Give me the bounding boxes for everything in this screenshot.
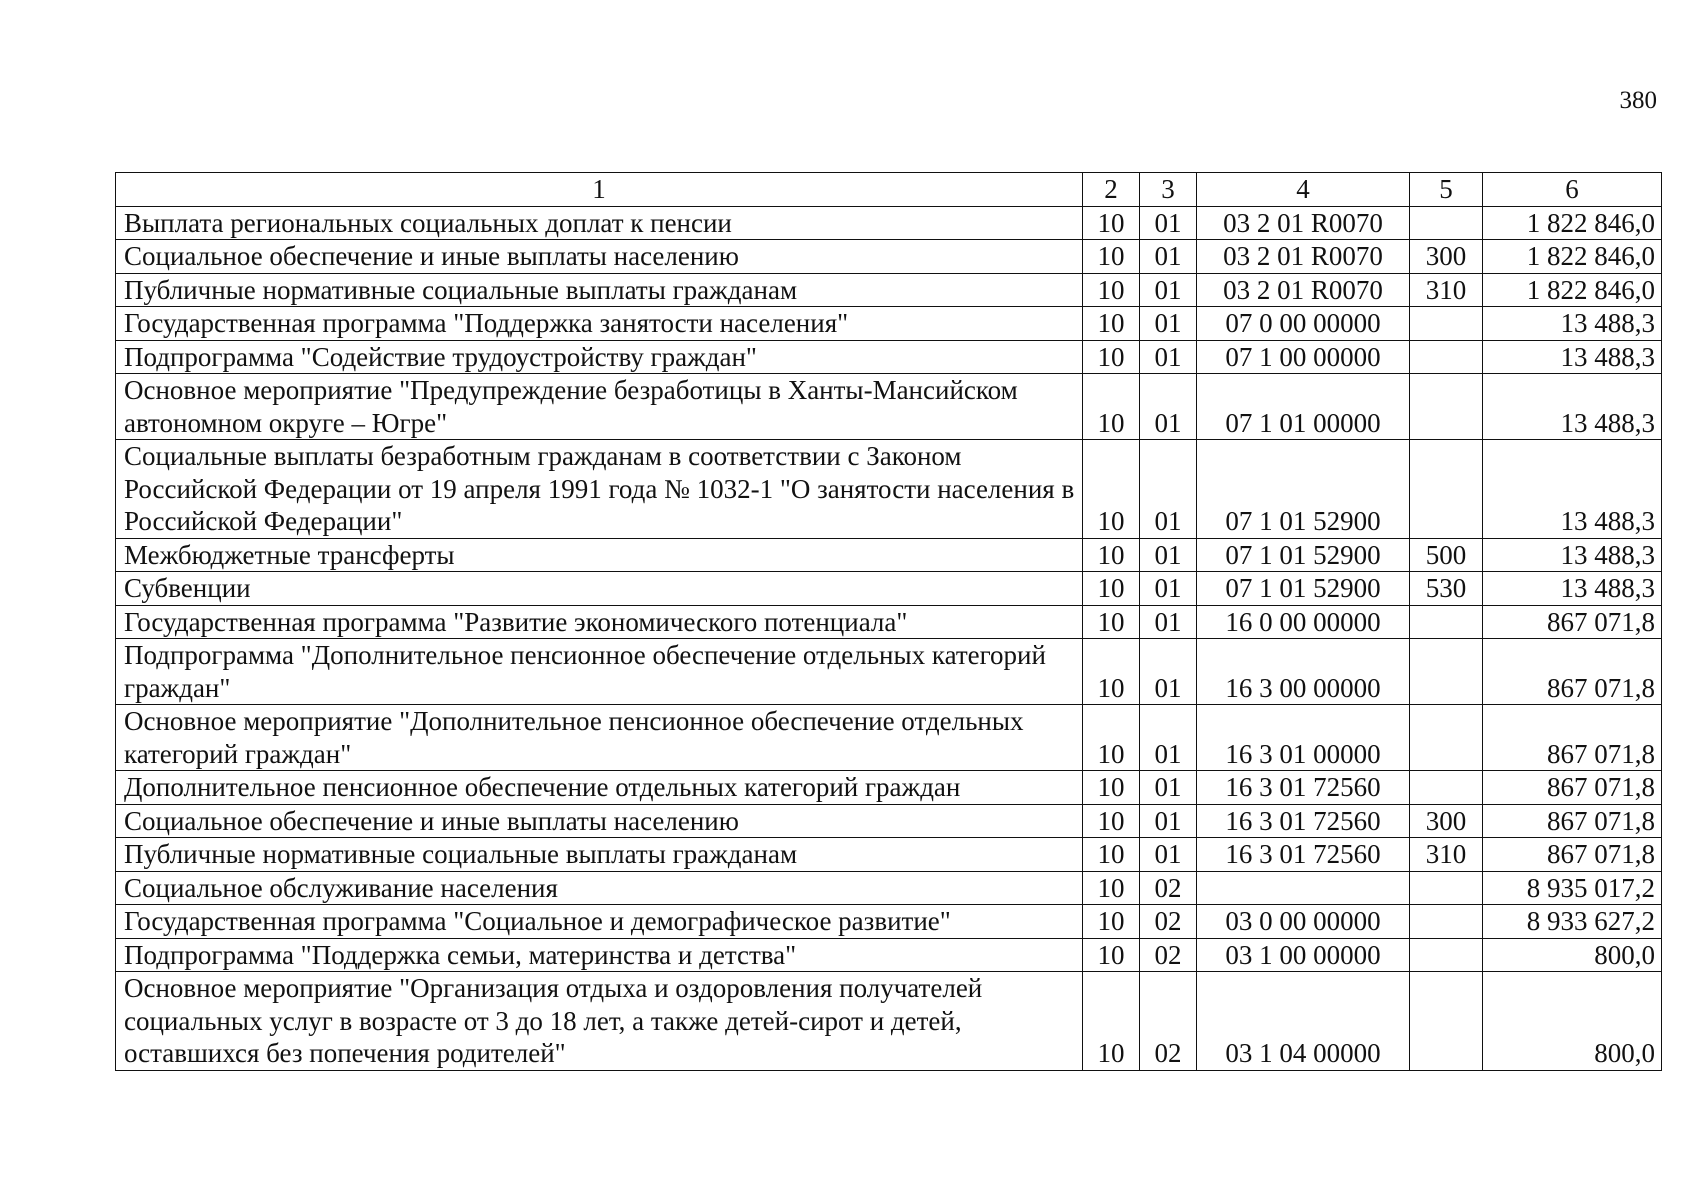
row-subsection-code: 01	[1140, 771, 1197, 805]
table-row	[116, 240, 1662, 274]
row-amount: 8 933 627,2	[1483, 905, 1662, 939]
row-target-article: 07 1 01 00000	[1197, 374, 1410, 440]
row-expense-type	[1410, 374, 1483, 440]
row-amount: 8 935 017,2	[1483, 871, 1662, 905]
row-subsection-code: 02	[1140, 972, 1197, 1071]
row-amount: 867 071,8	[1483, 804, 1662, 838]
row-name: Основное мероприятие "Предупреждение безработицы в Ханты-Мансийском автономном округе – Югре"	[116, 374, 1083, 440]
row-target-article: 03 2 01 R0070	[1197, 240, 1410, 274]
row-subsection-code: 01	[1140, 374, 1197, 440]
row-name: Социальное обеспечение и иные выплаты населению	[116, 804, 1083, 838]
row-name: Подпрограмма "Поддержка семьи, материнства и детства"	[116, 938, 1083, 972]
row-subsection-code: 01	[1140, 340, 1197, 374]
row-section-code: 10	[1083, 440, 1140, 539]
row-section-code: 10	[1083, 838, 1140, 872]
row-subsection-code: 01	[1140, 705, 1197, 771]
row-subsection-code: 01	[1140, 605, 1197, 639]
row-section-code: 10	[1083, 871, 1140, 905]
page-number: 380	[1619, 87, 1657, 114]
row-subsection-code: 01	[1140, 440, 1197, 539]
row-target-article: 03 0 00 00000	[1197, 905, 1410, 939]
row-section-code: 10	[1083, 972, 1140, 1071]
row-target-article: 16 3 01 72560	[1197, 838, 1410, 872]
row-section-code: 10	[1083, 273, 1140, 307]
row-section-code: 10	[1083, 804, 1140, 838]
row-amount: 867 071,8	[1483, 639, 1662, 705]
row-subsection-code: 01	[1140, 273, 1197, 307]
row-section-code: 10	[1083, 938, 1140, 972]
row-name: Социальное обслуживание населения	[116, 871, 1083, 905]
row-amount: 867 071,8	[1483, 771, 1662, 805]
row-target-article: 16 3 00 00000	[1197, 639, 1410, 705]
row-section-code: 10	[1083, 705, 1140, 771]
row-expense-type	[1410, 871, 1483, 905]
header-col-3: 3	[1140, 173, 1197, 207]
header-col-1: 1	[116, 173, 1083, 207]
row-name: Подпрограмма "Содействие трудоустройству граждан"	[116, 340, 1083, 374]
row-expense-type	[1410, 440, 1483, 539]
header-col-4: 4	[1197, 173, 1410, 207]
row-expense-type	[1410, 340, 1483, 374]
row-subsection-code: 02	[1140, 905, 1197, 939]
row-amount: 867 071,8	[1483, 838, 1662, 872]
row-target-article: 07 1 01 52900	[1197, 440, 1410, 539]
table-body	[116, 206, 1662, 1070]
row-section-code: 10	[1083, 605, 1140, 639]
row-section-code: 10	[1083, 374, 1140, 440]
row-name: Социальное обеспечение и иные выплаты населению	[116, 240, 1083, 274]
row-expense-type	[1410, 639, 1483, 705]
row-subsection-code: 01	[1140, 838, 1197, 872]
table-row	[116, 307, 1662, 341]
row-amount: 1 822 846,0	[1483, 206, 1662, 240]
table-row	[116, 705, 1662, 771]
row-target-article: 16 3 01 72560	[1197, 804, 1410, 838]
row-name: Государственная программа "Социальное и демографическое развитие"	[116, 905, 1083, 939]
row-expense-type: 300	[1410, 804, 1483, 838]
row-subsection-code: 01	[1140, 206, 1197, 240]
budget-table	[115, 172, 1662, 1071]
row-name: Публичные нормативные социальные выплаты гражданам	[116, 273, 1083, 307]
row-target-article: 16 0 00 00000	[1197, 605, 1410, 639]
row-target-article: 07 1 01 52900	[1197, 572, 1410, 606]
row-expense-type	[1410, 972, 1483, 1071]
row-amount: 867 071,8	[1483, 705, 1662, 771]
table-row	[116, 771, 1662, 805]
row-expense-type	[1410, 705, 1483, 771]
row-section-code: 10	[1083, 905, 1140, 939]
table-row	[116, 838, 1662, 872]
row-section-code: 10	[1083, 639, 1140, 705]
row-subsection-code: 02	[1140, 938, 1197, 972]
row-section-code: 10	[1083, 240, 1140, 274]
table-row	[116, 572, 1662, 606]
row-section-code: 10	[1083, 307, 1140, 341]
row-expense-type	[1410, 938, 1483, 972]
row-expense-type: 500	[1410, 538, 1483, 572]
row-target-article: 03 2 01 R0070	[1197, 206, 1410, 240]
row-amount: 1 822 846,0	[1483, 240, 1662, 274]
row-amount: 800,0	[1483, 938, 1662, 972]
row-expense-type	[1410, 771, 1483, 805]
row-expense-type: 300	[1410, 240, 1483, 274]
row-expense-type: 310	[1410, 273, 1483, 307]
row-amount: 13 488,3	[1483, 572, 1662, 606]
row-expense-type	[1410, 307, 1483, 341]
row-amount: 867 071,8	[1483, 605, 1662, 639]
row-expense-type: 310	[1410, 838, 1483, 872]
row-target-article: 03 2 01 R0070	[1197, 273, 1410, 307]
row-name: Государственная программа "Развитие экономического потенциала"	[116, 605, 1083, 639]
table-row	[116, 938, 1662, 972]
row-name: Основное мероприятие "Дополнительное пенсионное обеспечение отдельных категорий граждан"	[116, 705, 1083, 771]
table-row	[116, 871, 1662, 905]
header-col-6: 6	[1483, 173, 1662, 207]
table-row	[116, 538, 1662, 572]
row-name: Основное мероприятие "Организация отдыха и оздоровления получателей социальных услуг в возрасте от 3 до 18 лет, а также детей-сирот и детей, оставшихся без попечения родителей"	[116, 972, 1083, 1071]
table-row	[116, 905, 1662, 939]
row-subsection-code: 01	[1140, 804, 1197, 838]
row-amount: 13 488,3	[1483, 340, 1662, 374]
row-target-article: 07 1 01 52900	[1197, 538, 1410, 572]
row-expense-type	[1410, 905, 1483, 939]
table-row	[116, 206, 1662, 240]
row-expense-type: 530	[1410, 572, 1483, 606]
row-name: Подпрограмма "Дополнительное пенсионное обеспечение отдельных категорий граждан"	[116, 639, 1083, 705]
row-section-code: 10	[1083, 538, 1140, 572]
table-row	[116, 440, 1662, 539]
table-row	[116, 273, 1662, 307]
header-col-5: 5	[1410, 173, 1483, 207]
row-name: Государственная программа "Поддержка занятости населения"	[116, 307, 1083, 341]
header-row	[116, 173, 1662, 207]
row-amount: 13 488,3	[1483, 440, 1662, 539]
row-expense-type	[1410, 605, 1483, 639]
row-target-article	[1197, 871, 1410, 905]
row-name: Публичные нормативные социальные выплаты гражданам	[116, 838, 1083, 872]
row-section-code: 10	[1083, 340, 1140, 374]
row-target-article: 16 3 01 72560	[1197, 771, 1410, 805]
row-amount: 13 488,3	[1483, 374, 1662, 440]
table-header	[116, 173, 1662, 207]
row-subsection-code: 01	[1140, 538, 1197, 572]
row-target-article: 16 3 01 00000	[1197, 705, 1410, 771]
table-row	[116, 972, 1662, 1071]
row-subsection-code: 01	[1140, 639, 1197, 705]
row-subsection-code: 01	[1140, 240, 1197, 274]
row-target-article: 03 1 04 00000	[1197, 972, 1410, 1071]
table-row	[116, 639, 1662, 705]
row-amount: 13 488,3	[1483, 307, 1662, 341]
row-name: Межбюджетные трансферты	[116, 538, 1083, 572]
row-name: Субвенции	[116, 572, 1083, 606]
row-target-article: 07 0 00 00000	[1197, 307, 1410, 341]
table-row	[116, 340, 1662, 374]
row-subsection-code: 01	[1140, 572, 1197, 606]
row-target-article: 03 1 00 00000	[1197, 938, 1410, 972]
table-row	[116, 374, 1662, 440]
row-expense-type	[1410, 206, 1483, 240]
row-amount: 13 488,3	[1483, 538, 1662, 572]
row-name: Социальные выплаты безработным гражданам в соответствии с Законом Российской Федерации от 19 апреля 1991 года № 1032-1 "О занятости населения в Российской Федерации"	[116, 440, 1083, 539]
table-row	[116, 804, 1662, 838]
header-col-2: 2	[1083, 173, 1140, 207]
row-name: Дополнительное пенсионное обеспечение отдельных категорий граждан	[116, 771, 1083, 805]
row-subsection-code: 02	[1140, 871, 1197, 905]
row-section-code: 10	[1083, 771, 1140, 805]
row-amount: 800,0	[1483, 972, 1662, 1071]
row-section-code: 10	[1083, 206, 1140, 240]
row-subsection-code: 01	[1140, 307, 1197, 341]
table-row	[116, 605, 1662, 639]
row-section-code: 10	[1083, 572, 1140, 606]
row-target-article: 07 1 00 00000	[1197, 340, 1410, 374]
row-name: Выплата региональных социальных доплат к пенсии	[116, 206, 1083, 240]
row-amount: 1 822 846,0	[1483, 273, 1662, 307]
